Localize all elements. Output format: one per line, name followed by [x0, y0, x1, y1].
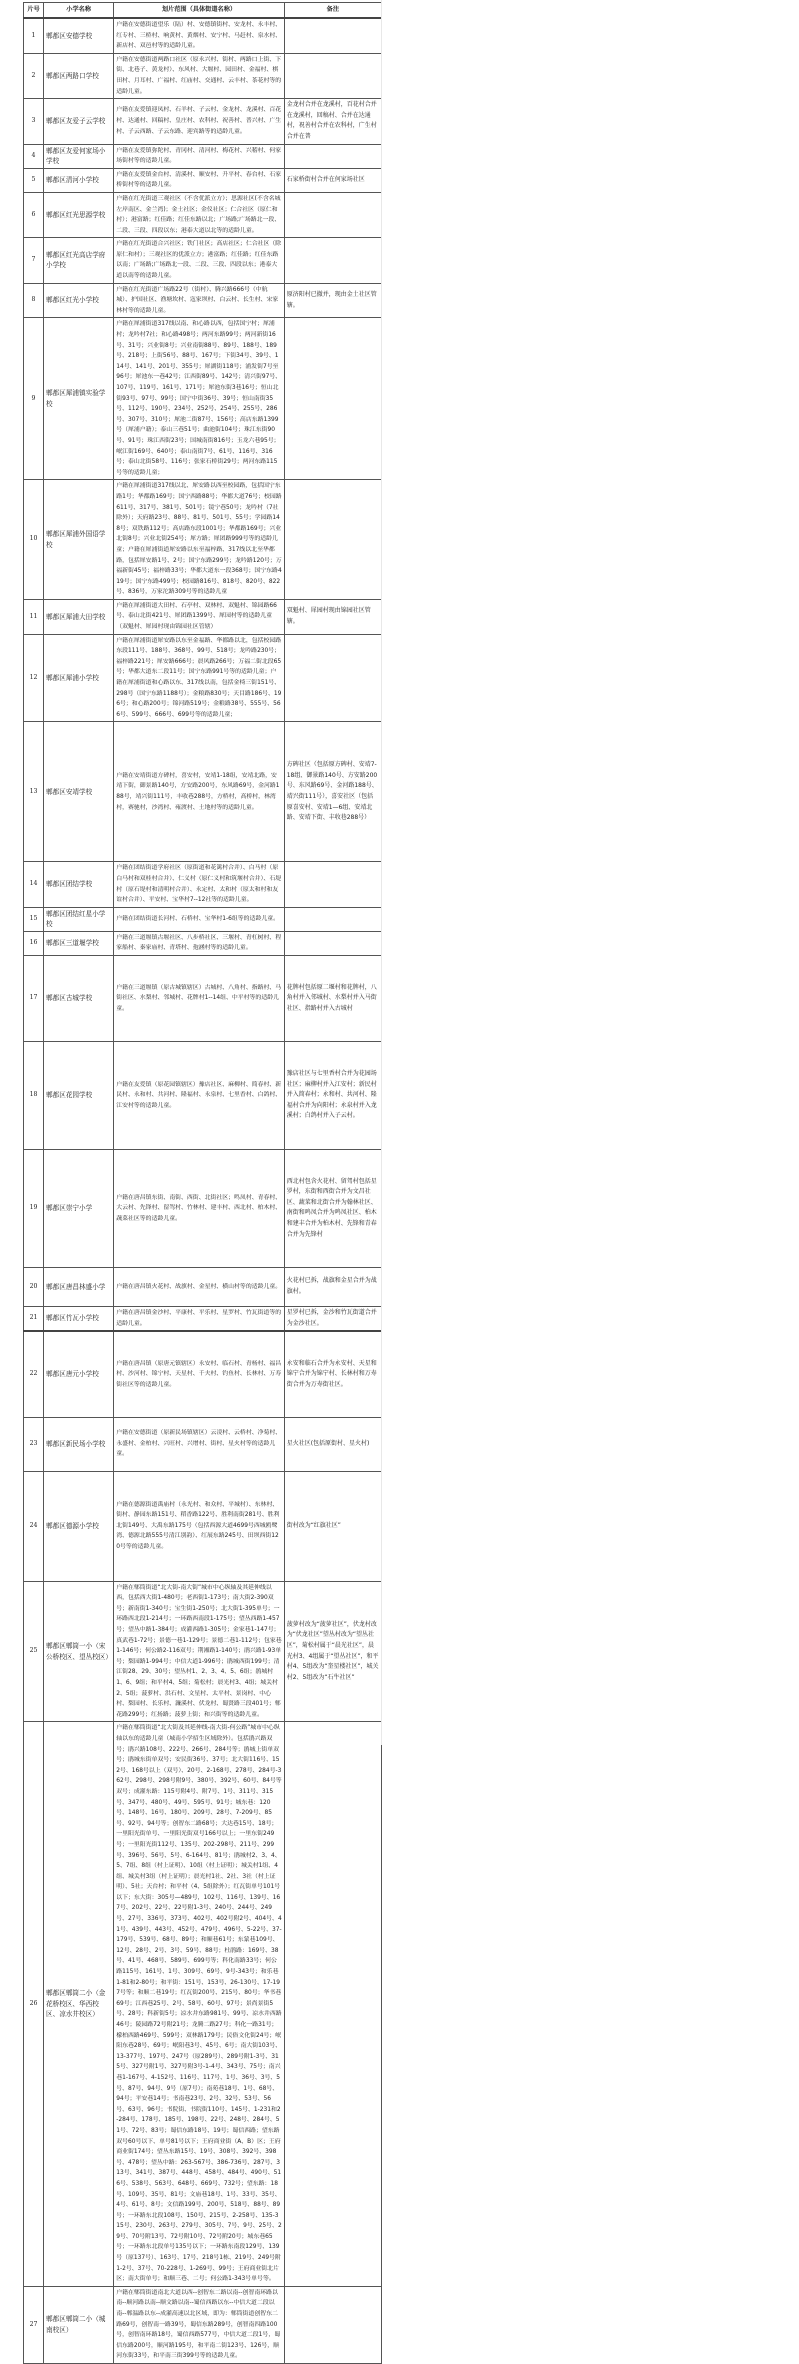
- zone-range: 户籍在德源街道禹庙村（永光村、和众村、平城村）、东林村、街村、静园东路151号、稻香路122号、胜利南街281号、胜利北街149号、大禹东路175号（包括西源大道4699号西城鸥鹭湾、德源北路555号清江别韵）、红展东路245号、田坝西街120号等的适龄儿童。: [114, 1471, 284, 1581]
- remark: [284, 480, 381, 600]
- remark: [284, 1722, 381, 2286]
- school-name: 郫都区友爱子云学校: [44, 99, 114, 144]
- remark: 永安和临石合并为永安村、天星和锦宁合并为锦宁村、长林村和万寿街合并为万寿街社区。: [284, 1331, 381, 1417]
- remark: 方碑社区（包括原方碑村、安靖7-18组、御景路140号、方安路200号、东风路69号、金河路188号、靖兴街111号），喜安社区（包括原喜安村、安靖1—6组、安靖北路、安靖下街、丰收巷288号）: [284, 722, 381, 862]
- zone-range: 户籍在团结街道长河村、石桥村、宝华村1-6组等的适龄儿童。: [114, 907, 284, 931]
- remark: 豫店社区与七里香村合并为花园场社区；麻柳村并入江安村；新民村并入简春村；永和村、共河村、隆福村合并为向阳村；永泉村并入龙溪村；白鸽村并入子云村。: [284, 1041, 381, 1149]
- remark: [284, 907, 381, 931]
- zone-range: 户籍在犀浦街道大田村、石亭村、双林村、双魁村、锦园路66号、泰山北街421号、犀团路1399号、犀园村等的适龄儿童（双魁村、犀园村现由锦园社区管辖）: [114, 599, 284, 634]
- table-row: [24, 283, 382, 318]
- zone-range: 户籍在安德街道（原新民场镇辖区）云凌村、云桥村、净菊村、永盛村、金柏村、兴旺村、兴增村、街村、星火村等的适龄儿童。: [114, 1417, 284, 1471]
- header-range: 划片范围（具体街道名称）: [114, 3, 284, 19]
- row-number: 19: [24, 1149, 44, 1267]
- table-row: [24, 53, 382, 98]
- zone-range: 户籍在友爱镇弥陀村、青冈村、清河村、梅花村、兴稽村、何家场街村等的适龄儿童。: [114, 144, 284, 168]
- remark: [284, 931, 381, 955]
- row-number: 14: [24, 862, 44, 907]
- zone-range: 户籍在红光街道广场路22号（街村）、腾兴路666号（中航城）、护国社区、渔塘坎村、寇家坝村、白云村、长生村、宋家林村等的适龄儿童。: [114, 283, 284, 318]
- school-name: 郫都区唐元小学校: [44, 1331, 114, 1417]
- school-name: 郫都区郫筒一小（宋公桥校区、望丛校区）: [44, 1581, 114, 1722]
- school-name: 郫都区三道堰学校: [44, 931, 114, 955]
- zone-range: 户籍在三道堰镇（原古城镇辖区）古城村、八角村、指路村、马街社区、水梨村、邻城村、花牌村1--14组、中平村等的适龄儿童。: [114, 955, 284, 1041]
- remark: 街村改为“红旗社区”: [284, 1471, 381, 1581]
- table-row: [24, 862, 382, 907]
- zone-range: 户籍在郫筒街道“北大街-南大街”城市中心纵轴及其延伸线以西，包括西大街1-480号；老西街1-173号；南大街2-390双号；新南街1-340号；宝生街1-250号；北大街1-395单号；一环路西北段1-214号；一环路西南段1-175号；望丛西路1-457号；望丛中路1-384号；成灌西路1-305号；金家巷1-147号；真武巷1-72号；景德一巷1-129号；景德二巷1-112号；包家巷1-146号；何公路2-116双号；荆湘路1-140号；鹃兴路1-93单号；梨园路1-994号；中信大道1-996号；鹃城西街199号；清江街28、29、30号；望丛村1、2、3、4、5、6组；鹃城村1、6、9组；和平村4、5组；菊松村；晨光村3、4组；城关村2、5组；菠萝村、洪石村、文星村、太平村、景岗村、中心村、梨园村、长乐村、濂溪村、伏龙村、蜀贤路三段401号；郫花路299号；红扬路；菠萝上街；和兴街等的适龄儿童。: [114, 1581, 284, 1722]
- zone-range: 户籍在唐昌镇（原唐元镇辖区）永安村、临石村、青杨村、福昌村、沙河村、锦宁村、天星村、千夫村、钓鱼村、长林村、万寿街社区等的适龄儿童。: [114, 1331, 284, 1417]
- school-name: 郫都区新民场小学校: [44, 1417, 114, 1471]
- school-name: 郫都区友爱何家场小学校: [44, 144, 114, 168]
- school-name: 郫都区安靖学校: [44, 722, 114, 862]
- remark: [284, 634, 381, 722]
- zone-range: 户籍在安德街道两路口社区（原永兴村、街村、两路口上街、下街、北巷子、黄龙村）、东风村、大堰村、园田村、金福村、棋田村、月耳村、广福村、红庙村、交通村、云丰村、茶花村等的适龄儿童。: [114, 53, 284, 98]
- remark: 西北村包含火花村、留驾村包括星罗村，东街和西街合并为文昌社区、蔬菜和北街合并为翰林社区、南街和鸣凤合并为鸣凤社区、柏木和建丰合并为柏木村、先锋和青春合并为先锋村: [284, 1149, 381, 1267]
- remark: 菠萝村改为“菠萝社区”，伏龙村改为“伏龙社区”望丛村改为“望丛社区”，菊松村属于“晨光社区”，晨光村3、4组属于“望丛社区”，和平村4、5组改为“奎星楼社区”，城关村2、5组改为“石牛社区”: [284, 1581, 381, 1722]
- zone-range: 户籍在红光街道三观社区（不含优派立方）；思源社区(不含名城左岸南区、金兰湾)；金土社区；金仪社区；仁合社区（原仁和村）；港富路；红佳路；红佳东路以北；广场路;广场路北一段、二段、三段、四段以东；港泰大道以北等的适龄儿童。: [114, 192, 284, 237]
- table-row: [24, 144, 382, 168]
- right-edge-shade: [381, 0, 382, 1745]
- zone-range: 户籍在友爱镇（原花园镇辖区）豫店社区、麻柳村、简春村、新民村、永和村、共河村、隆福村、永泉村、七里香村、白鸽村、江安村等的适龄儿童。: [114, 1041, 284, 1149]
- school-name: 郫都区安德学校: [44, 18, 114, 53]
- row-number: 17: [24, 955, 44, 1041]
- row-number: 5: [24, 168, 44, 192]
- zone-range: 户籍在三道堰镇古堰社区、八步桥社区、三堰村、青杠树村、程家船村、秦家庙村、青塔村、孢涵村等的适龄儿童。: [114, 931, 284, 955]
- table-row: [24, 599, 382, 634]
- row-number: 12: [24, 634, 44, 722]
- remark: [284, 192, 381, 237]
- school-name: 郫都区花园学校: [44, 1041, 114, 1149]
- zone-range: 户籍在唐昌镇金沙村、平康村、平乐村、星罗村、竹瓦街道等的适龄儿童。: [114, 1306, 284, 1331]
- row-number: 10: [24, 480, 44, 600]
- table-row: [24, 238, 382, 283]
- zone-range: 户籍在团结街道学府社区（原街道和花篱村合并）、白马村（原白马村和双桂村合并）、仁义村（原仁义村和筑堰村合并）、石堤村（原石堤村和清明村合并）、永定村、太和村（原太和村和友谊村合并）、平安村、宝华村7--12社等的适龄儿童。: [114, 862, 284, 907]
- row-number: 27: [24, 2286, 44, 2363]
- row-number: 24: [24, 1471, 44, 1581]
- table-row: [24, 1267, 382, 1306]
- zone-range: 户籍在安靖街道方碑村，喜安村，安靖1-18组，安靖北路，安靖下街，御景路140号，方安路200号，东风路69号，金河路188号，靖兴街111号，丰收巷288号，方桥村，高桥村，林湾村，赛驰村，沙湾村、雍渡村、土地村等的适龄儿童。: [114, 722, 284, 862]
- header-note: 备注: [284, 3, 381, 19]
- table-row: [24, 1149, 382, 1267]
- school-name: 郫都区犀浦小学校: [44, 634, 114, 722]
- row-number: 18: [24, 1041, 44, 1149]
- remark: 双魁村、犀园村现由锦园社区管辖。: [284, 599, 381, 634]
- school-name: 郫都区团结红星小学校: [44, 907, 114, 931]
- table-row: [24, 955, 382, 1041]
- school-name: 郫都区红光思源学校: [44, 192, 114, 237]
- table-row: [24, 168, 382, 192]
- table-row: [24, 1041, 382, 1149]
- remark: 石家桥街村合并在何家场社区: [284, 168, 381, 192]
- school-name: 郫都区犀浦镇实验学校: [44, 318, 114, 480]
- table-row: [24, 931, 382, 955]
- remark: [284, 862, 381, 907]
- zone-range: 户籍在友爱镇金台村、清溪村、顺安村、升平村、春台村、石家桥街村等的适龄儿童。: [114, 168, 284, 192]
- left-margin: [0, 0, 22, 1879]
- remark: 星罗村已拆，金沙和竹瓦街道合并为金沙社区。: [284, 1306, 381, 1331]
- zone-range: 户籍在犀浦街道317线以北、犀安路以西至校园路，包括国宁东路1号；华都路169号；国宁西路88号；华都大道76号；校园路611号、317号、381号、501号；镜宁巷50号；龙吟村（7社除外）；天府路23号、88号、81号、501号、55号；学园路148号；双铁路112号；高店路东段1001号；华都路169号；兴业北街8号；兴业北街254号；犀方路；犀团路999号等的适龄儿童；户籍在犀浦街道犀安路以东至福梓路、317线以北至华都路，包括犀安路1号、2号；国宁东路299号；龙吟路120号；万福新街45号；福梓路33号；华都大道东一段368号；国宁东路419号；国宁东路499号；校园路816号、818号、820号、822号、836号，万家沱路309号等的适龄儿童: [114, 480, 284, 600]
- remark: [284, 53, 381, 98]
- row-number: 16: [24, 931, 44, 955]
- zone-range: 户籍在安德街道望乐（陆）村、安德镇街村、安龙村、永丰村、红专村、三桥村、响黄村、黄烟村、安宁村、马赶村、泉水村、新店村、双邑村等的适龄儿童。: [114, 18, 284, 53]
- remark: [284, 238, 381, 283]
- table-row: [24, 1306, 382, 1331]
- row-number: 2: [24, 53, 44, 98]
- school-name: 郫都区德源小学校: [44, 1471, 114, 1581]
- row-number: 22: [24, 1331, 44, 1417]
- zone-range: 户籍在郫筒街道“北大街及其延伸线-南大街-何公路”城市中心纵轴以东的适龄儿童（城南小学招生区域除外）。包括鹃兴路双号；鹃兴路108号、222号、266号、284号等；鹃城上街单双号；鹃城东街单双号；安民街36号、37号；北大街116号、152号、168号以上（双号）、20号、2-168号、278号、284号-362号、298号、298号附9号、380号、392号、60号、84号等双号；成灌东路：115号附4号、附7号、1号、311号、315号、347号、480号、49号、595号、91号；城东巷：120号、148号、16号、180号、209号、28号、7-209号、85号、92号、94号等；创智东二路68号；大达巷15号、18号；一里阳光街单号、一里阳光街双号166号以上；一里东街249号；一里阳光街112号、135号、202-298号、211号、299号、396号、56号、5号、6-164号、81号；鹃城村2、3、4、5、7组、8组（村上证明）、10组（村上证明）；城关村1组、4组、城关村3组（村上证明）；晨光村1社、2社、3社（村上证明）、5社；天台村；和平村（4、5组除外）；红瓦街单号101号以下；东大街：305号—489号，102号、116号、139号、167号、202号、22号、22号附1-3号、240号、244号、249号、27号、336号、373号、402号、402号附2号、404号、41号、439号、443号、452号、479号、496号、5-22号、37-179号、539号、68号、89号；和顺巷61号；东蒙巷109号、12号、28号、2号、3号、59号、88号；杜鹃路：169号、38号、41号、468号、589号、699号等；科化南路33号；何公路115号、161号、1号、309号、69号、9号-343号；和乐巷1-81和2-80号；和平街：151号、153号、26-130号、17-197号等；和顺二巷19号；红瓦街200号、215号、80号；华书巷69号；江西巷25号、2号、58号、60号、97号；景尚景街5号、28号；科新街5号；凉水井东路981号、99号、凉水井西路46号；陵园路72号附21号；龙腾二路27号；科化一路31号；檬柏西路469号、599号；双林路179号；民俗文化街24号；岷阳东巷28号、69号；岷阳巷3号、45号、6号；南大街103号、13-377号、197号、247号（原289号）、289号附1-3号、315号、327号附1号、327号附3号-1-4号、343号、75号；南兴巷1-167号、4-152号、116号、117号、1号、36号、3号、5号、87号、94号、9号（原7号）；南苑巷18号、1号、68号、94号；平安巷14号；书南巷23号、2号、32号、53号、56号、63号、96号；书院街、书院街110号、145号、1-231和2-284号、178号、185号、198号、22号、248号、284号、51号、72号、83号；蜀信东路18号、19号；蜀信西路；望东路双号60号以下、单号81号以下；王府商业街（A、B）区；王府商业街174号；望丛东路15号、19号、308号、392号、398号、478号；望丛中路：263-567号、386-736号、287号、313号、341号、387号、448号、458号、484号、490号、516号、538号、563号、648号、669号、732号；望东路：18号、109号、35号、81号；文庙巷18号、1号、33号、35号、4号、61号、8号；文信路199号、200号、518号、88号、89号；一环路东北段108号、150号、215号、2-258号、135-315号、230号、263号、279号、305号、7号、9号、25号、29号、70号附13号、72号附10号、72号附20号；城东巷65号；一环路东北段单号135号以下；一环路东南段129号、139号（原137号）、163号、17号、218号1栋、219号、249号附1-2号、37号、70-228号、1-269号、99号；王府商业街北片区；南大街单号；和顺三巷、二号；何公路1-343号单号等。: [114, 1722, 284, 2286]
- remark: 火花村已拆，战旗和金星合并为战旗村。: [284, 1267, 381, 1306]
- row-number: 8: [24, 283, 44, 318]
- remark: [284, 144, 381, 168]
- row-number: 26: [24, 1722, 44, 2286]
- row-number: 1: [24, 18, 44, 53]
- row-number: 25: [24, 1581, 44, 1722]
- row-number: 9: [24, 318, 44, 480]
- school-name: 郫都区郫筒二小（金花桥校区、华西校区、凉水井校区）: [44, 1722, 114, 2286]
- school-name: 郫都区古城学校: [44, 955, 114, 1041]
- enrollment-zone-table: [23, 2, 382, 2364]
- remark: 金龙村合并在龙溪村，百花村合并在龙溪村，回稿村、合并在达通村，祝善村合并在农科村，广生村合并在普: [284, 99, 381, 144]
- remark: 原济阳村已撤并，现由金土社区管辖。: [284, 283, 381, 318]
- table-row: [24, 1471, 382, 1581]
- row-number: 15: [24, 907, 44, 931]
- row-number: 3: [24, 99, 44, 144]
- row-number: 6: [24, 192, 44, 237]
- school-name: 郫都区犀浦大田学校: [44, 599, 114, 634]
- table-row: [24, 634, 382, 722]
- header-name: 小学名称: [44, 3, 114, 19]
- zone-range: 户籍在犀浦街道317线以南、和心路以西，包括国宁村；犀浦村；龙吟村7社；和心路498号；两河东路99号；两河新街16号、31号；兴业街8号；兴业南街88号、89号、188号、189号、218号；上街56号、88号、167号；下街34号、39号、114号、141号、201号、355号；犀湖街118号；浦发街7号至96号；犀池东一巷42号；江西街89号、142号；清兴街97号、107号、119号、161号、171号；犀池东街3巷16号；恒山北街93号、97号、99号；国宁中街36号、39号；恒山南街35号、112号、190号、234号、252号、254号、255号、286号、307号、310号；犀池二街87号、156号；高店东路1399号（犀浦户籍）；泰山三巷51号；曲池街104号；珠江东街90号、91号；珠江西街23号；国城南街816号；玉龙六巷95号；岷江街169号、640号；泰山南街7号、61号、116号、316号；泰山北街58号、116号；张家石桥街29号；两河东路115号等的适龄儿童；: [114, 318, 284, 480]
- school-name: 郫都区唐昌林盛小学: [44, 1267, 114, 1306]
- remark: 花牌村包括原二堰村和花牌村，八角村并入邻城村、水梨村并入马街社区、指路村并入古城村: [284, 955, 381, 1041]
- table-row: [24, 1722, 382, 2286]
- zone-range: 户籍在犀浦街道犀安路以东至金福路、华都路以北，包括校园路东段111号、188号、368号、99号、518号；龙吟路230号；福梓路221号；犀安路666号；晨风路266号；万福二街北段65号；华都大道东二段11号；国宁东路991号等的适龄儿童；户籍在犀浦街道和心路以东、317线以南，包括金椅三街151号、298号（国宁东路1188号）；金粮路830号；天目路186号、196号；和心路200号；锦河路519号；金粮路38号、555号、566号、599号、666号、699号等的适龄儿童；: [114, 634, 284, 722]
- zone-range: 户籍在唐昌镇东街、南街、西街、北街社区；鸣凤村、青春村、大云村、先锋村、留驾村、竹林村、建丰村、西北村、柏木村、蔬菜社区等的适龄儿童。: [114, 1149, 284, 1267]
- school-name: 郫都区崇宁小学: [44, 1149, 114, 1267]
- zone-range: 户籍在友爱镇迎凤村、石羊村、子云村、金龙村、龙溪村、百花村、达通村、回稿村、皇庄村、农科村、祝善村、普兴村、广生村、子云西路、子云东路、迎宾路等的适龄儿童。: [114, 99, 284, 144]
- row-number: 7: [24, 238, 44, 283]
- zone-range: 户籍在郫筒街道南北大道以西--创智东二路以南--创智南环路以南--顺河路以南--顺文路以南--蜀信西路以东--中信大道二段以南--郫温路以东--成灌高速以北区域，即为：郫筒街道创智东二路69号，创智南一路39号，蜀信东路289号，创智南四路100号，创智南环路18号，蜀信西路577号，中信大道二段1号，蜀信东路200号，顺河路195号，和平南二街123号、126号，顺河东街33号，和平南三街399号等的适龄儿童。: [114, 2286, 284, 2363]
- row-number: 13: [24, 722, 44, 862]
- school-name: 郫都区犀浦外国语学校: [44, 480, 114, 600]
- table-row: [24, 1581, 382, 1722]
- table-row: [24, 18, 382, 53]
- remark: 星火社区(包括原街村、星火村): [284, 1417, 381, 1471]
- school-name: 郫都区红光高店学府小学校: [44, 238, 114, 283]
- table-row: [24, 722, 382, 862]
- remark: [284, 318, 381, 480]
- school-name: 郫都区竹瓦小学校: [44, 1306, 114, 1331]
- remark: [284, 2286, 381, 2363]
- row-number: 23: [24, 1417, 44, 1471]
- row-number: 21: [24, 1306, 44, 1331]
- school-name: 郫都区团结学校: [44, 862, 114, 907]
- table-row: [24, 99, 382, 144]
- row-number: 11: [24, 599, 44, 634]
- row-number: 20: [24, 1267, 44, 1306]
- school-name: 郫都区清河小学校: [44, 168, 114, 192]
- table-header-row: [24, 3, 382, 19]
- table-row: [24, 907, 382, 931]
- table-row: [24, 318, 382, 480]
- table-row: [24, 480, 382, 600]
- table-row: [24, 1417, 382, 1471]
- remark: [284, 18, 381, 53]
- row-number: 4: [24, 144, 44, 168]
- school-name: 郫都区郫筒二小（城南校区）: [44, 2286, 114, 2363]
- zone-range: 户籍在红光街道合兴社区；铁门社区；高店社区；仁合社区（除原仁和村）；三观社区的优派立方；港富路；红佳路；红佳东路以南；广场路;广场路北一段、二段、三段、四段以东；港泰大道以南等的适龄儿童。: [114, 238, 284, 283]
- header-no: 片号: [24, 3, 44, 19]
- school-name: 郫都区红光小学校: [44, 283, 114, 318]
- table-row: [24, 2286, 382, 2363]
- table-row: [24, 192, 382, 237]
- school-name: 郫都区两路口学校: [44, 53, 114, 98]
- table-row: [24, 1331, 382, 1417]
- zone-range: 户籍在唐昌镇火花村、战旗村、金星村、横山村等的适龄儿童。: [114, 1267, 284, 1306]
